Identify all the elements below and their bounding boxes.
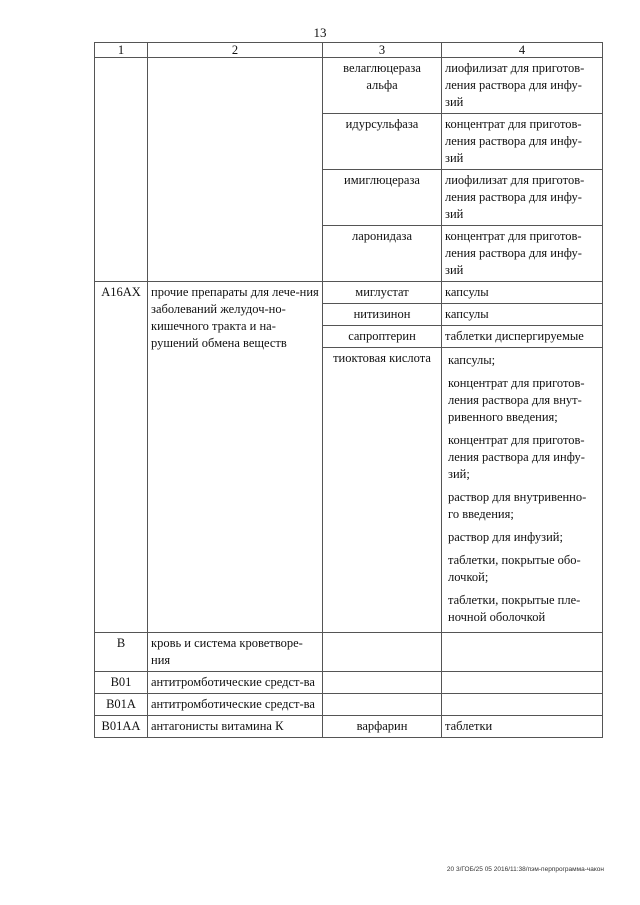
table-row bbox=[95, 694, 603, 716]
dosage-form-cell bbox=[442, 633, 603, 672]
column-header: 4 bbox=[442, 43, 603, 58]
dosage-form-cell: лиофилизат для приготов-ления раствора для инфу-зий bbox=[442, 170, 603, 226]
code-cell: B01 bbox=[95, 672, 148, 694]
code-cell: B bbox=[95, 633, 148, 672]
dosage-form-cell: концентрат для приготов-ления раствора для инфу-зий bbox=[442, 114, 603, 170]
code-cell bbox=[95, 58, 148, 282]
column-header: 3 bbox=[323, 43, 442, 58]
description-cell: антагонисты витамина К bbox=[148, 716, 323, 738]
drug-name-cell: нитизинон bbox=[323, 304, 442, 326]
dosage-form-item: раствор для внутривенно-го введения; bbox=[448, 490, 587, 521]
drug-name-cell: тиоктовая кислота bbox=[323, 348, 442, 633]
drug-name-cell: варфарин bbox=[323, 716, 442, 738]
description-cell: прочие препараты для лече-ния заболеваний желудоч-но-кишечного тракта и на-рушений обмена веществ bbox=[148, 282, 323, 633]
dosage-form-item: таблетки, покрытые пле-ночной оболочкой bbox=[448, 593, 581, 624]
footer-reference: 20 3/ГОБ/25 05 2016/11:38/пэм-перпрограмма-чакон bbox=[446, 866, 604, 873]
dosage-form-item: капсулы; bbox=[448, 353, 496, 367]
dosage-form-cell bbox=[442, 694, 603, 716]
drug-name-cell: велаглюцераза альфа bbox=[323, 58, 442, 114]
drug-name-cell: ларонидаза bbox=[323, 226, 442, 282]
drug-name-cell bbox=[323, 633, 442, 672]
page-number: 13 bbox=[313, 25, 327, 40]
column-header: 1 bbox=[95, 43, 148, 58]
dosage-form-item: концентрат для приготов-ления раствора для внут-ривенного введения; bbox=[448, 376, 585, 424]
dosage-form-cell: таблетки bbox=[442, 716, 603, 738]
description-cell: кровь и система кроветворе-ния bbox=[148, 633, 323, 672]
description-cell: антитромботические средст-ва bbox=[148, 694, 323, 716]
table-row bbox=[95, 633, 603, 672]
dosage-form-cell: лиофилизат для приготов-ления раствора для инфу-зий bbox=[442, 58, 603, 114]
dosage-form-item: таблетки, покрытые обо-лочкой; bbox=[448, 553, 581, 584]
table-row bbox=[95, 282, 603, 304]
code-cell: B01A bbox=[95, 694, 148, 716]
table-row bbox=[95, 58, 603, 114]
description-cell: антитромботические средст-ва bbox=[148, 672, 323, 694]
dosage-form-cell: капсулы bbox=[442, 304, 603, 326]
dosage-form-cell: капсулы bbox=[442, 282, 603, 304]
drug-name-cell: идурсульфаза bbox=[323, 114, 442, 170]
dosage-form-cell: таблетки диспергируемые bbox=[442, 326, 603, 348]
description-cell bbox=[148, 58, 323, 282]
dosage-form-cell bbox=[442, 348, 603, 633]
drug-name-cell bbox=[323, 694, 442, 716]
dosage-form-item: концентрат для приготов-ления раствора для инфу-зий; bbox=[448, 433, 585, 481]
dosage-form-cell bbox=[442, 672, 603, 694]
dosage-form-cell: концентрат для приготов-ления раствора для инфу-зий bbox=[442, 226, 603, 282]
code-cell: A16AX bbox=[95, 282, 148, 633]
drug-table bbox=[94, 42, 603, 738]
code-cell: B01AA bbox=[95, 716, 148, 738]
table-header-row bbox=[95, 43, 603, 58]
dosage-form-item: раствор для инфузий; bbox=[448, 530, 563, 544]
column-header: 2 bbox=[148, 43, 323, 58]
drug-name-cell: сапроптерин bbox=[323, 326, 442, 348]
drug-name-cell bbox=[323, 672, 442, 694]
table-row bbox=[95, 716, 603, 738]
drug-name-cell: имиглюцераза bbox=[323, 170, 442, 226]
table-row bbox=[95, 672, 603, 694]
drug-name-cell: миглустат bbox=[323, 282, 442, 304]
